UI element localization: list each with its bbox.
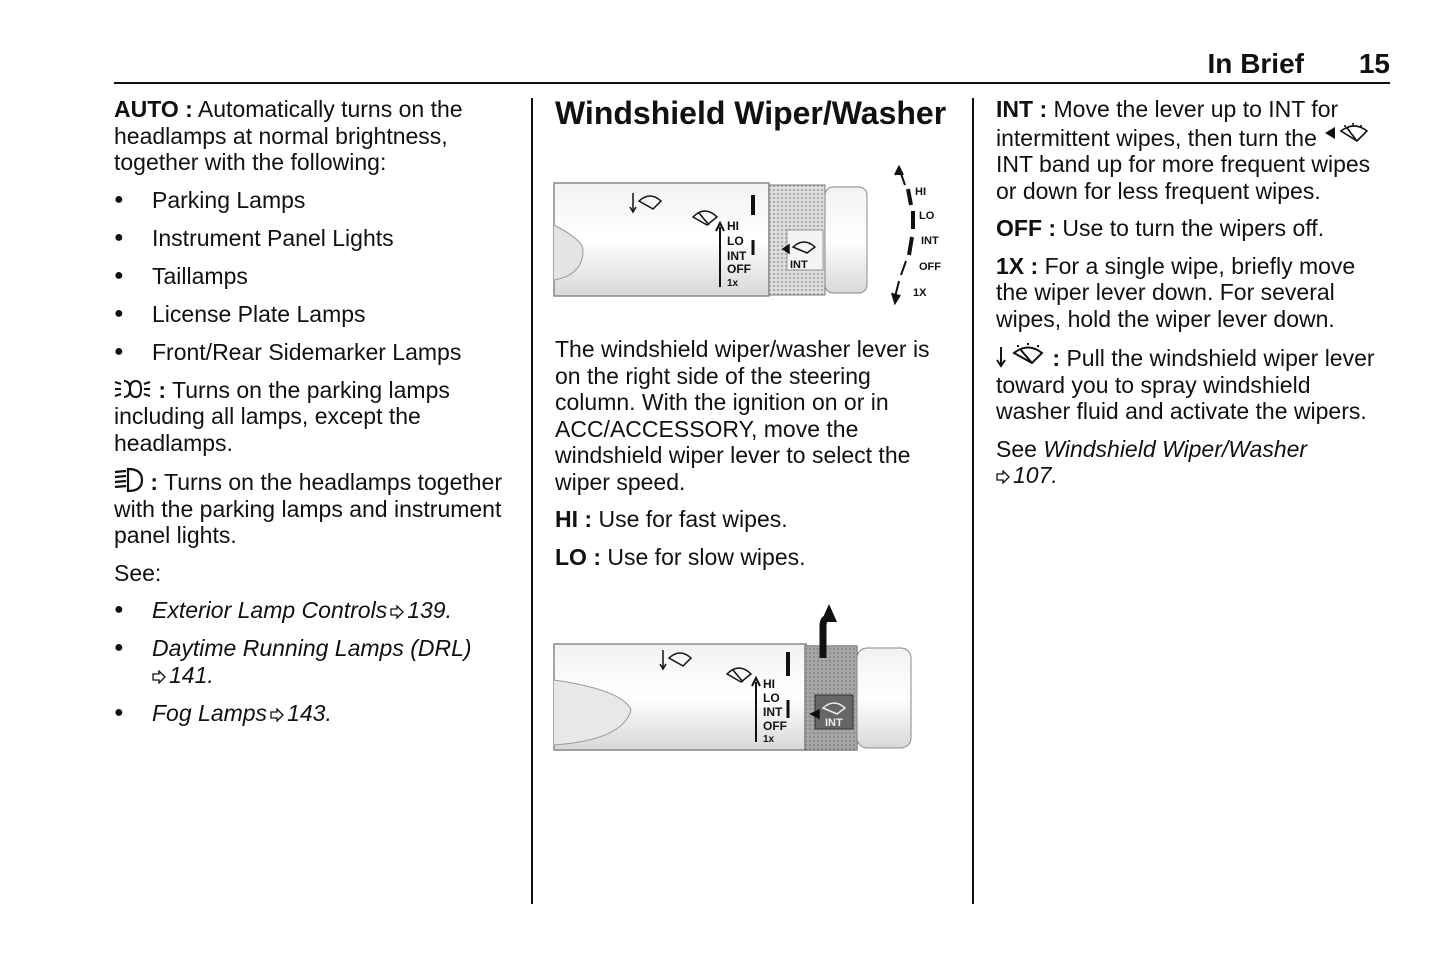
- reference-list: [114, 597, 514, 726]
- list-item: ● License Plate Lamps: [114, 301, 514, 328]
- reference-link[interactable]: ● Fog Lamps 143.: [114, 700, 514, 727]
- page-reference-arrow-icon: [152, 670, 166, 684]
- int-band-figure: [553, 600, 915, 755]
- list-item: ● Instrument Panel Lights: [114, 225, 514, 252]
- page-reference-arrow-icon: [270, 708, 284, 722]
- auto-paragraph: AUTO : Automatically turns on the headlamps at normal brightness, together with the following:: [114, 96, 463, 175]
- label-int-band: INT: [825, 717, 843, 729]
- wiper-lever-figure: [553, 165, 948, 315]
- column-divider: [531, 98, 533, 904]
- side-label-int: INT: [921, 235, 939, 247]
- label-int: INT: [763, 705, 783, 719]
- parking-lamp-icon: [114, 377, 152, 401]
- side-label-1x: 1X: [913, 287, 927, 299]
- side-position-scale: [892, 167, 913, 303]
- int-band-wiper-icon: [1323, 123, 1371, 149]
- auto-lamps-list: [114, 187, 514, 366]
- column-3: [996, 96, 1391, 500]
- see-label: See:: [114, 559, 162, 586]
- side-label-off: OFF: [919, 261, 941, 273]
- label-int-band: INT: [790, 259, 808, 271]
- label-off: OFF: [727, 262, 751, 276]
- page-header: [114, 46, 1390, 84]
- label-1x: 1x: [763, 734, 775, 745]
- washer-paragraph: : Pull the windshield wiper lever toward you to spray windshield washer fluid and activate the wipers.: [996, 345, 1375, 424]
- see-reference-paragraph[interactable]: See Windshield Wiper/Washer 107.: [996, 435, 1308, 488]
- label-hi: HI: [763, 677, 775, 691]
- wiper-intro-paragraph: The windshield wiper/washer lever is on the right side of the steering column. With the ignition on or in ACC/ACCESSORY, move the windshield wiper lever to select the wiper speed.: [555, 336, 930, 495]
- column-2: [555, 96, 955, 152]
- section-heading: Windshield Wiper/Washer: [555, 95, 947, 131]
- reference-link[interactable]: ● Exterior Lamp Controls 139.: [114, 597, 514, 624]
- label-off: OFF: [763, 719, 787, 733]
- column-1: [114, 96, 514, 738]
- label-hi: HI: [727, 219, 739, 233]
- single-wipe-paragraph: 1X : For a single wipe, briefly move the wiper lever down. For several wipes, hold the wiper lever down.: [996, 252, 1356, 332]
- lo-paragraph: LO : Use for slow wipes.: [555, 543, 806, 570]
- section-title: In Brief: [1207, 48, 1304, 79]
- headlamps-paragraph: : Turns on the headlamps together with the parking lamps and instrument panel lights.: [114, 469, 503, 548]
- list-item: ● Taillamps: [114, 263, 514, 290]
- page-number: 15: [1358, 48, 1390, 79]
- washer-icon: [996, 343, 1046, 369]
- int-paragraph: INT : Move the lever up to INT for intermittent wipes, then turn the INT band up for more frequent wipes or down for less frequent wipes.: [996, 96, 1371, 204]
- hi-paragraph: HI : Use for fast wipes.: [555, 506, 788, 532]
- headlamp-icon: [114, 467, 144, 493]
- column-2-text: [555, 336, 945, 581]
- parking-lamps-paragraph: : Turns on the parking lamps including all lamps, except the headlamps.: [114, 376, 450, 456]
- page-reference-arrow-icon: [996, 470, 1010, 484]
- label-lo: LO: [727, 234, 744, 248]
- list-item: ● Parking Lamps: [114, 187, 514, 214]
- off-paragraph: OFF : Use to turn the wipers off.: [996, 215, 1325, 241]
- column-divider: [972, 98, 974, 904]
- label-int: INT: [727, 249, 747, 263]
- list-item: ● Front/Rear Sidemarker Lamps: [114, 339, 514, 366]
- side-label-lo: LO: [919, 210, 935, 222]
- label-1x: 1x: [727, 278, 739, 289]
- page-reference-arrow-icon: [390, 605, 404, 619]
- side-label-hi: HI: [915, 186, 926, 198]
- label-lo: LO: [763, 691, 780, 705]
- reference-link[interactable]: ● Daytime Running Lamps (DRL) 141.: [114, 635, 514, 688]
